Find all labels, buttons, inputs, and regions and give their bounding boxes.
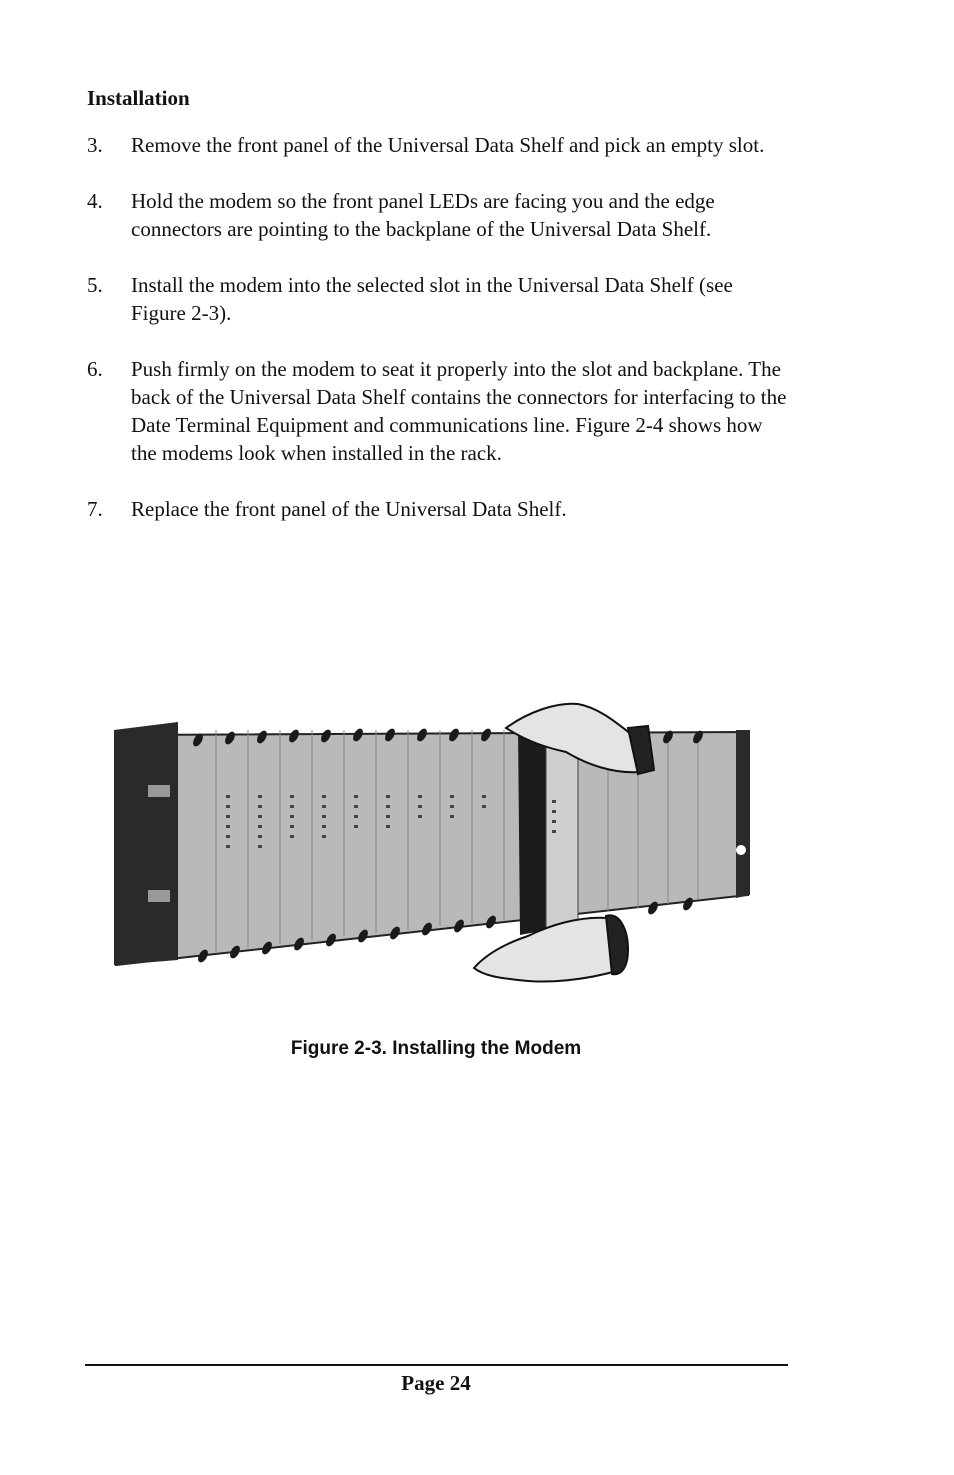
step-text: Hold the modem so the front panel LEDs are facing you and the edge connectors are pointing to the backplane of the Universal Data Shelf.: [131, 189, 715, 241]
rack-left-ear: [114, 722, 178, 965]
step-number: 7.: [87, 497, 103, 521]
step-number: 5.: [87, 273, 103, 297]
step-5: [87, 271, 787, 327]
section-heading: Installation: [87, 86, 190, 110]
rack-right-hole: [736, 845, 746, 855]
footer-rule: [85, 1364, 788, 1366]
installation-steps: [87, 131, 787, 551]
rack-ear-slot-top: [148, 785, 170, 797]
step-text: Push firmly on the modem to seat it properly into the slot and backplane. The back of the Universal Data Shelf contains the connectors for interfacing to the Date Terminal Equipment and communications line. Figure 2-4 shows how the modems look when installed in the rack.: [131, 357, 787, 465]
rack-right-ear: [736, 730, 750, 898]
step-text: Remove the front panel of the Universal Data Shelf and pick an empty slot.: [131, 133, 765, 157]
step-text: Install the modem into the selected slot in the Universal Data Shelf (see Figure 2-3).: [131, 273, 733, 325]
figure-caption: Figure 2-3. Installing the Modem: [290, 1038, 582, 1059]
rack-ear-slot-bottom: [148, 890, 170, 902]
step-number: 3.: [87, 133, 103, 157]
modem-card: [518, 728, 546, 935]
step-text: Replace the front panel of the Universal Data Shelf.: [131, 497, 567, 521]
installed-card: [546, 730, 578, 930]
modem-installation-illustration: [108, 690, 768, 990]
step-3: [87, 131, 787, 159]
page-number: Page 24: [401, 1371, 471, 1395]
step-6: [87, 355, 787, 467]
step-number: 6.: [87, 357, 103, 381]
step-number: 4.: [87, 189, 103, 213]
step-4: [87, 187, 787, 243]
step-7: [87, 495, 787, 523]
